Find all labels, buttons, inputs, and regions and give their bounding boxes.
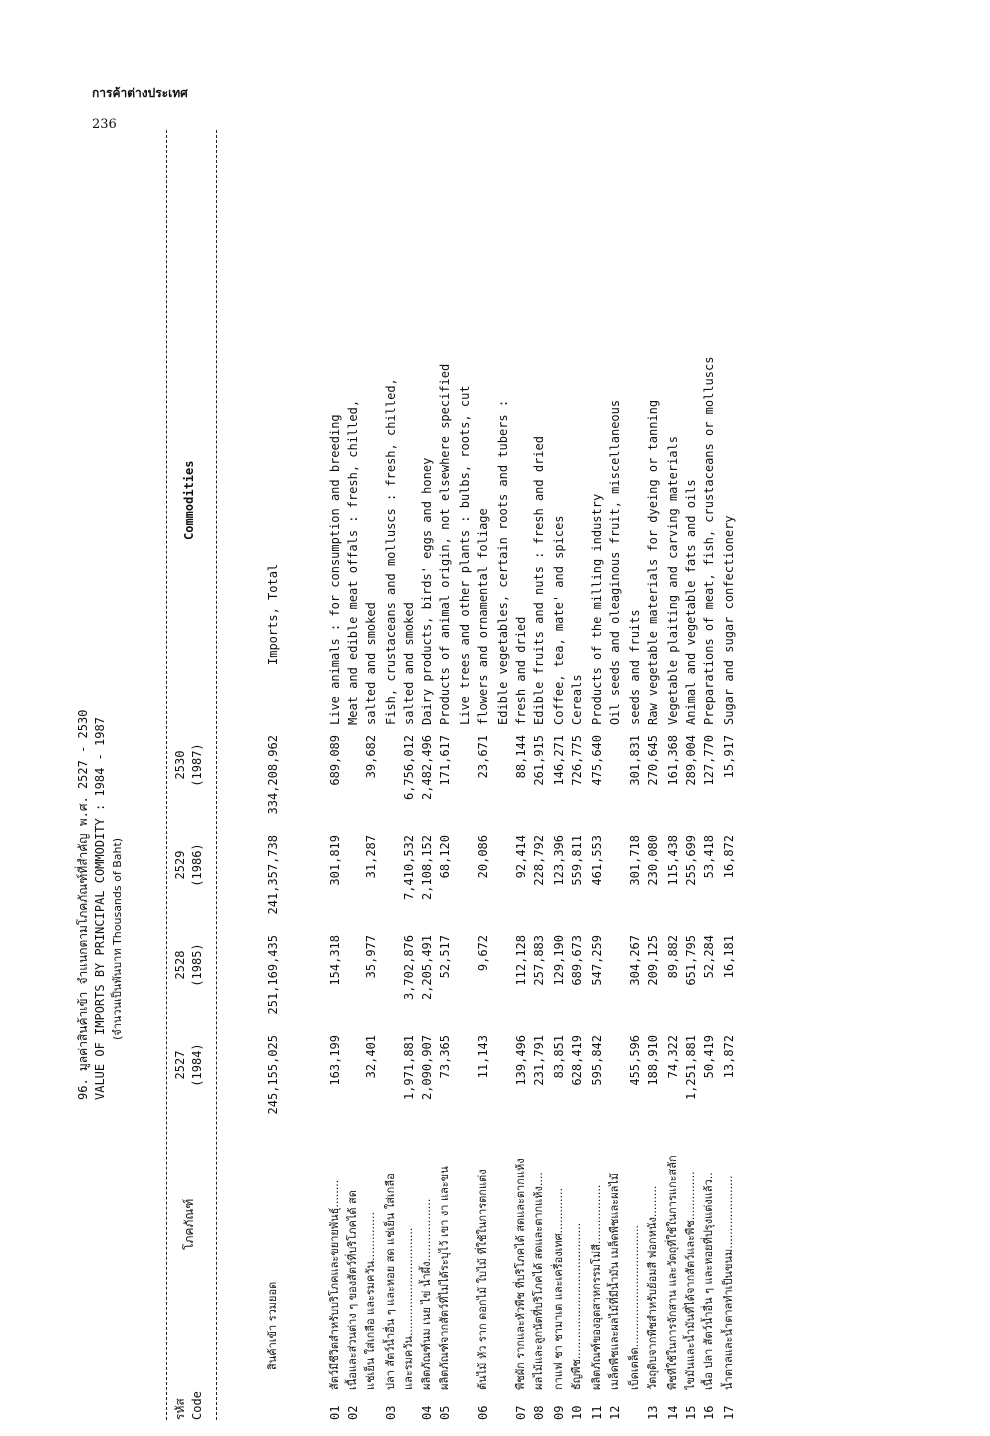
table-row bbox=[326, 130, 344, 1420]
row-value-1986: 31,287 bbox=[364, 835, 378, 879]
row-value-1985: 89,882 bbox=[666, 935, 680, 979]
row-value-1986: 123,396 bbox=[552, 835, 566, 886]
commodities-header-english: Commodities bbox=[182, 460, 196, 540]
row-value-1984: 595,842 bbox=[590, 1035, 604, 1086]
row-value-1984: 231,791 bbox=[532, 1035, 546, 1086]
row-value-1987: 261,915 bbox=[532, 735, 546, 786]
page-header: การค้าต่างประเทศ bbox=[92, 86, 188, 100]
row-value-1987: 726,775 bbox=[570, 735, 584, 786]
row-value-1987: 301,831 bbox=[628, 735, 642, 786]
table-row bbox=[382, 130, 400, 1420]
row-code: 11 bbox=[590, 1405, 604, 1420]
row-commodity-english: salted and smoked bbox=[364, 602, 378, 725]
row-value-1984: 50,419 bbox=[702, 1035, 716, 1079]
row-commodity-english: salted and smoked bbox=[402, 602, 416, 725]
table-row bbox=[494, 130, 512, 1420]
row-value-1984: 163,199 bbox=[328, 1035, 342, 1086]
row-value-1984: 74,322 bbox=[666, 1035, 680, 1079]
table-title-thai: 96. มูลค่าสินค้าเข้า จำแนกตามโภคภัณฑ์ที่สำคัญ พ.ศ. 2527 - 2530 bbox=[76, 709, 90, 1100]
row-value-1987: 127,770 bbox=[702, 735, 716, 786]
row-code: 02 bbox=[346, 1405, 360, 1420]
row-value-1984: 1,971,881 bbox=[402, 1035, 416, 1101]
row-commodity-english: Animal and vegetable fats and oils bbox=[684, 479, 698, 725]
row-value-1985: 209,125 bbox=[646, 935, 660, 986]
row-value-1985: 257,883 bbox=[532, 935, 546, 986]
row-value-1987: 171,617 bbox=[438, 735, 452, 786]
row-code: 09 bbox=[552, 1405, 566, 1420]
row-code: 15 bbox=[684, 1405, 698, 1420]
row-value-1986: 115,438 bbox=[666, 835, 680, 886]
row-commodity-english: flowers and ornamental foliage bbox=[476, 508, 490, 725]
table-row bbox=[474, 130, 492, 1420]
row-value-1987: 6,756,012 bbox=[402, 735, 416, 801]
row-value-1985: 304,267 bbox=[628, 935, 642, 986]
row-value-1985: 52,517 bbox=[438, 935, 452, 979]
table-title-english: VALUE OF IMPORTS BY PRINCIPAL COMMODITY : 1984 - 1987 bbox=[93, 717, 107, 1100]
row-value-1986: 7,410,532 bbox=[402, 835, 416, 901]
row-value-1986: 228,792 bbox=[532, 835, 546, 886]
row-value-1984: 1,251,881 bbox=[684, 1035, 698, 1101]
row-code: 01 bbox=[328, 1405, 342, 1420]
row-commodity-thai: สัตว์มีชีวิตสำหรับบริโภคและขยายพันธุ์........ bbox=[328, 1179, 341, 1390]
year-1985-ce: (1985) bbox=[190, 943, 204, 987]
total-label-english: Imports, Total bbox=[266, 563, 280, 665]
table-row bbox=[568, 130, 586, 1420]
row-value-1984: 628,419 bbox=[570, 1035, 584, 1086]
row-commodity-english: Preparations of meat, fish, crustaceans or molluscs bbox=[702, 356, 716, 725]
year-1984-be: 2527 bbox=[173, 1050, 187, 1080]
table-row bbox=[456, 130, 474, 1420]
top-rule bbox=[166, 130, 167, 1420]
row-commodity-thai: ผลไม้และลูกนัตที่บริโภคได้ สดและตากแห้ง.... bbox=[532, 1172, 545, 1390]
table-row bbox=[344, 130, 362, 1420]
row-commodity-thai: และรมควัน............................... bbox=[402, 1227, 415, 1390]
table-row bbox=[588, 130, 606, 1420]
row-value-1986: 68,120 bbox=[438, 835, 452, 879]
row-commodity-thai: ผลิตภัณฑ์จากสัตว์ที่ไม่ได้ระบุไว้ เขา งา และขน bbox=[438, 1166, 451, 1390]
row-value-1985: 9,672 bbox=[476, 935, 490, 972]
row-commodity-thai: ผลิตภัณฑ์ของอุตสาหกรรมโม่สี................. bbox=[590, 1184, 603, 1390]
row-commodity-english: Fish, crustaceans and molluscs : fresh, chilled, bbox=[384, 378, 398, 725]
row-commodity-thai: เนื้อและส่วนต่าง ๆ ของสัตว์ที่บริโภคได้ สด bbox=[346, 1190, 359, 1390]
row-value-1984: 13,872 bbox=[722, 1035, 736, 1079]
row-commodity-thai: ธัญพืช....................................... bbox=[570, 1222, 583, 1390]
table-row bbox=[512, 130, 530, 1420]
row-value-1984: 188,910 bbox=[646, 1035, 660, 1086]
row-value-1985: 112,128 bbox=[514, 935, 528, 986]
row-value-1986: 301,819 bbox=[328, 835, 342, 886]
row-value-1986: 2,108,152 bbox=[420, 835, 434, 901]
row-value-1985: 651,795 bbox=[684, 935, 698, 986]
row-code: 08 bbox=[532, 1405, 546, 1420]
row-value-1984: 139,496 bbox=[514, 1035, 528, 1086]
rotated-table bbox=[76, 130, 950, 1420]
year-1987-ce: (1987) bbox=[190, 743, 204, 787]
row-value-1985: 35,977 bbox=[364, 935, 378, 979]
row-value-1987: 15,917 bbox=[722, 735, 736, 779]
row-code: 06 bbox=[476, 1405, 490, 1420]
row-value-1985: 52,284 bbox=[702, 935, 716, 979]
row-value-1987: 146,271 bbox=[552, 735, 566, 786]
row-value-1984: 2,090,907 bbox=[420, 1035, 434, 1101]
year-header-1986 bbox=[172, 835, 206, 895]
total-label-thai: สินค้าเข้า รวมยอด bbox=[266, 1281, 279, 1370]
table-row bbox=[362, 130, 380, 1420]
row-code: 03 bbox=[384, 1405, 398, 1420]
row-value-1987: 475,640 bbox=[590, 735, 604, 786]
row-value-1986: 16,872 bbox=[722, 835, 736, 879]
row-commodity-english: Edible vegetables, certain roots and tubers : bbox=[496, 399, 510, 725]
code-header-thai: รหัส bbox=[173, 1398, 187, 1420]
row-commodity-english: Meat and edible meat offals : fresh, chilled, bbox=[346, 399, 360, 725]
row-value-1985: 2,205,491 bbox=[420, 935, 434, 1001]
row-value-1986: 301,718 bbox=[628, 835, 642, 886]
row-value-1985: 16,181 bbox=[722, 935, 736, 979]
row-code: 12 bbox=[608, 1405, 622, 1420]
row-value-1985: 129,190 bbox=[552, 935, 566, 986]
row-commodity-english: Cereals bbox=[570, 674, 584, 725]
year-1984-ce: (1984) bbox=[190, 1043, 204, 1087]
row-code: 07 bbox=[514, 1405, 528, 1420]
year-1986-ce: (1986) bbox=[190, 843, 204, 887]
row-commodity-english: Raw vegetable materials for dyeing or tanning bbox=[646, 399, 660, 725]
row-value-1987: 39,682 bbox=[364, 735, 378, 779]
row-code: 13 bbox=[646, 1405, 660, 1420]
total-1986: 241,357,738 bbox=[266, 835, 280, 915]
row-commodity-thai: ผลิตภัณฑ์นม เนย ไข่ น้ำผึ้ง.................. bbox=[420, 1198, 433, 1390]
row-value-1984: 32,401 bbox=[364, 1035, 378, 1079]
row-commodity-english: seeds and fruits bbox=[628, 609, 642, 725]
table-row bbox=[644, 130, 662, 1420]
row-commodity-thai: ปลา สัตว์น้ำอื่น ๆ และหอย สด แช่เย็น ใส่เกลือ bbox=[384, 1173, 397, 1390]
row-value-1985: 154,318 bbox=[328, 935, 342, 986]
table-unit: (จำนวนเป็นพันบาท Thousands of Baht) bbox=[111, 837, 124, 1040]
row-value-1984: 83,851 bbox=[552, 1035, 566, 1079]
year-1986-be: 2529 bbox=[173, 850, 187, 880]
row-code: 14 bbox=[666, 1405, 680, 1420]
row-code: 17 bbox=[722, 1405, 736, 1420]
row-commodity-english: Coffee, tea, mate' and spices bbox=[552, 515, 566, 725]
table-row bbox=[400, 130, 418, 1420]
row-value-1984: 73,365 bbox=[438, 1035, 452, 1079]
row-value-1984: 11,143 bbox=[476, 1035, 490, 1079]
code-header-english: Code bbox=[190, 1391, 204, 1420]
row-value-1987: 88,144 bbox=[514, 735, 528, 779]
row-code: 10 bbox=[570, 1405, 584, 1420]
table-row bbox=[700, 130, 718, 1420]
table-row bbox=[436, 130, 454, 1420]
total-1985: 251,169,435 bbox=[266, 935, 280, 1015]
row-code: 04 bbox=[420, 1405, 434, 1420]
row-value-1985: 547,259 bbox=[590, 935, 604, 986]
row-commodity-english: Vegetable plaiting and carving materials bbox=[666, 436, 680, 725]
row-commodity-english: Products of animal origin, not elsewhere specified bbox=[438, 363, 452, 725]
code-header bbox=[172, 1391, 206, 1420]
row-commodity-english: Oil seeds and oleaginous fruit, miscellaneous bbox=[608, 399, 622, 725]
row-commodity-thai: แช่เย็น ใส่เกลือ และรมควัน.............. bbox=[364, 1211, 377, 1390]
row-value-1987: 689,089 bbox=[328, 735, 342, 786]
row-commodity-english: Edible fruits and nuts : fresh and dried bbox=[532, 436, 546, 725]
table-row bbox=[626, 130, 644, 1420]
row-commodity-thai: น้ำตาลและน้ำตาลทำเป็นขนม..................... bbox=[722, 1175, 735, 1390]
total-1984: 245,155,025 bbox=[266, 1035, 280, 1115]
total-row bbox=[264, 130, 282, 1420]
header-rule bbox=[216, 130, 217, 1420]
row-code: 05 bbox=[438, 1405, 452, 1420]
row-value-1987: 270,645 bbox=[646, 735, 660, 786]
row-commodity-english: Live animals : for consumption and breeding bbox=[328, 414, 342, 725]
row-commodity-thai: เมล็ดพืชและผลไม้ที่มีน้ำมัน เมล็ดพืชและผลไม้ bbox=[608, 1172, 621, 1390]
row-value-1986: 92,414 bbox=[514, 835, 528, 879]
year-header-1984 bbox=[172, 1035, 206, 1095]
row-value-1984: 455,596 bbox=[628, 1035, 642, 1086]
row-commodity-thai: พืชที่ใช้ในการจักสาน และวัตถุที่ใช้ในการแกะสลัก bbox=[666, 1155, 679, 1390]
table-row bbox=[418, 130, 436, 1420]
row-value-1987: 2,482,496 bbox=[420, 735, 434, 801]
row-commodity-thai: เบ็ดเตล็ด................................... bbox=[628, 1224, 641, 1390]
row-commodity-thai: ต้นไม้ หัว ราก ดอกไม้ ใบไม้ ที่ใช้ในการตกแต่ง bbox=[476, 1169, 489, 1390]
table-title-block bbox=[75, 300, 126, 1100]
row-commodity-thai: ไขมันและน้ำมันที่ได้จากสัตว์และพืช.............. bbox=[684, 1171, 697, 1390]
commodity-header-thai: โภคภัณฑ์ bbox=[182, 1198, 196, 1250]
table-row bbox=[550, 130, 568, 1420]
row-commodity-thai: วัตถุดิบจากพืชสำหรับย้อมสี ฟอกหนัง......... bbox=[646, 1185, 659, 1390]
row-value-1986: 230,080 bbox=[646, 835, 660, 886]
row-commodity-thai: พืชผัก รากและหัวพืช ที่บริโภคได้ สดและตากแห้ง bbox=[514, 1158, 527, 1390]
row-value-1985: 689,673 bbox=[570, 935, 584, 986]
year-1987-be: 2530 bbox=[173, 750, 187, 780]
row-commodity-english: Sugar and sugar confectionery bbox=[722, 515, 736, 725]
row-commodity-thai: เนื้อ ปลา สัตว์น้ำอื่น ๆ และหอยที่ปรุงแต่งแล้ว.. bbox=[702, 1172, 715, 1390]
row-code: 16 bbox=[702, 1405, 716, 1420]
row-value-1986: 53,418 bbox=[702, 835, 716, 879]
row-commodity-english: Live trees and other plants : bulbs, roots, cut bbox=[458, 385, 472, 725]
year-header-1985 bbox=[172, 935, 206, 995]
row-value-1987: 23,671 bbox=[476, 735, 490, 779]
row-commodity-english: Products of the milling industry bbox=[590, 493, 604, 725]
row-value-1987: 289,004 bbox=[684, 735, 698, 786]
table-row bbox=[682, 130, 700, 1420]
year-header-1987 bbox=[172, 735, 206, 795]
row-value-1987: 161,368 bbox=[666, 735, 680, 786]
table-row bbox=[720, 130, 738, 1420]
row-value-1985: 3,702,876 bbox=[402, 935, 416, 1001]
year-1985-be: 2528 bbox=[173, 950, 187, 980]
total-1987: 334,208,962 bbox=[266, 735, 280, 815]
row-commodity-english: Dairy products, birds' eggs and honey bbox=[420, 457, 434, 725]
row-commodity-english: fresh and dried bbox=[514, 616, 528, 725]
row-commodity-thai: กาแฟ ชา ชามาเต และเครื่องเทศ............. bbox=[552, 1187, 565, 1390]
page-number: 236 bbox=[92, 117, 117, 132]
row-value-1986: 461,553 bbox=[590, 835, 604, 886]
row-value-1986: 559,811 bbox=[570, 835, 584, 886]
table-row bbox=[530, 130, 548, 1420]
table-row bbox=[664, 130, 682, 1420]
table-row bbox=[606, 130, 624, 1420]
row-value-1986: 255,699 bbox=[684, 835, 698, 886]
row-value-1986: 20,086 bbox=[476, 835, 490, 879]
